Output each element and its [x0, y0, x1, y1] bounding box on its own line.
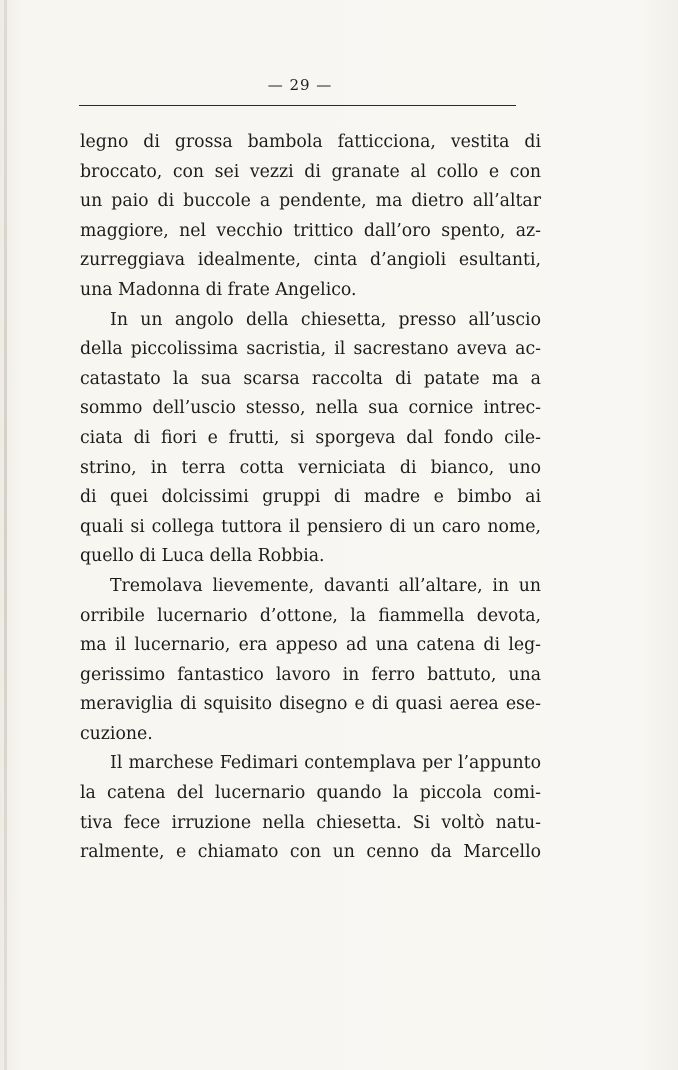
text-line: sommo dell’uscio stesso, nella sua cornice intrec-: [80, 398, 541, 419]
text-line: quali si collega tuttora il pensiero di un caro nome,: [80, 516, 541, 537]
text-line: orribile lucernario d’ottone, la fiammella devota,: [80, 605, 541, 626]
paragraph: [80, 572, 541, 750]
text-line: ralmente, e chiamato con un cenno da Marcello: [80, 842, 541, 863]
text-line: cuzione.: [80, 723, 153, 744]
header-rule: [79, 105, 516, 106]
text-line: Il marchese Fedimari contemplava per l’appunto: [110, 753, 541, 774]
text-line: legno di grossa bambola fatticciona, vestita di: [80, 132, 541, 152]
binding-edge: [4, 0, 7, 1070]
text-line: strino, in terra cotta verniciata di bianco, uno: [80, 457, 541, 478]
text-line: maggiore, nel vecchio trittico dall’oro spento, az-: [80, 220, 541, 241]
text-line: una Madonna di frate Angelico.: [80, 279, 357, 300]
text-line: In un angolo della chiesetta, presso all’uscio: [110, 309, 541, 330]
text-line: un paio di buccole a pendente, ma dietro all’altar: [80, 191, 541, 212]
paragraph: [80, 749, 541, 867]
text-line: Tremolava lievemente, davanti all’altare, in un: [110, 575, 541, 596]
text-line: ciata di fiori e frutti, si sporgeva dal fondo cile-: [80, 427, 541, 448]
paragraph: [80, 306, 541, 572]
text-line: della piccolissima sacristia, il sacrestano aveva ac-: [80, 339, 541, 360]
text-line: ma il lucernario, era appeso ad una catena di leg-: [80, 635, 541, 656]
text-line: tiva fece irruzione nella chiesetta. Si voltò natu-: [80, 812, 541, 833]
paragraph: [80, 128, 541, 306]
text-line: gerissimo fantastico lavoro in ferro battuto, una: [80, 664, 541, 685]
text-body: [80, 128, 541, 868]
text-line: la catena del lucernario quando la piccola comi-: [80, 783, 541, 804]
text-line: quello di Luca della Robbia.: [80, 546, 325, 567]
text-line: di quei dolcissimi gruppi di madre e bimbo ai: [80, 487, 541, 508]
text-line: broccato, con sei vezzi di granate al collo e con: [80, 161, 541, 182]
text-line: catastato la sua scarsa raccolta di patate ma a: [80, 368, 541, 389]
text-line: meraviglia di squisito disegno e di quasi aerea ese-: [80, 694, 541, 715]
text-line: zurreggiava idealmente, cinta d’angioli esultanti,: [80, 250, 541, 271]
page-number: — 29 —: [267, 76, 333, 94]
